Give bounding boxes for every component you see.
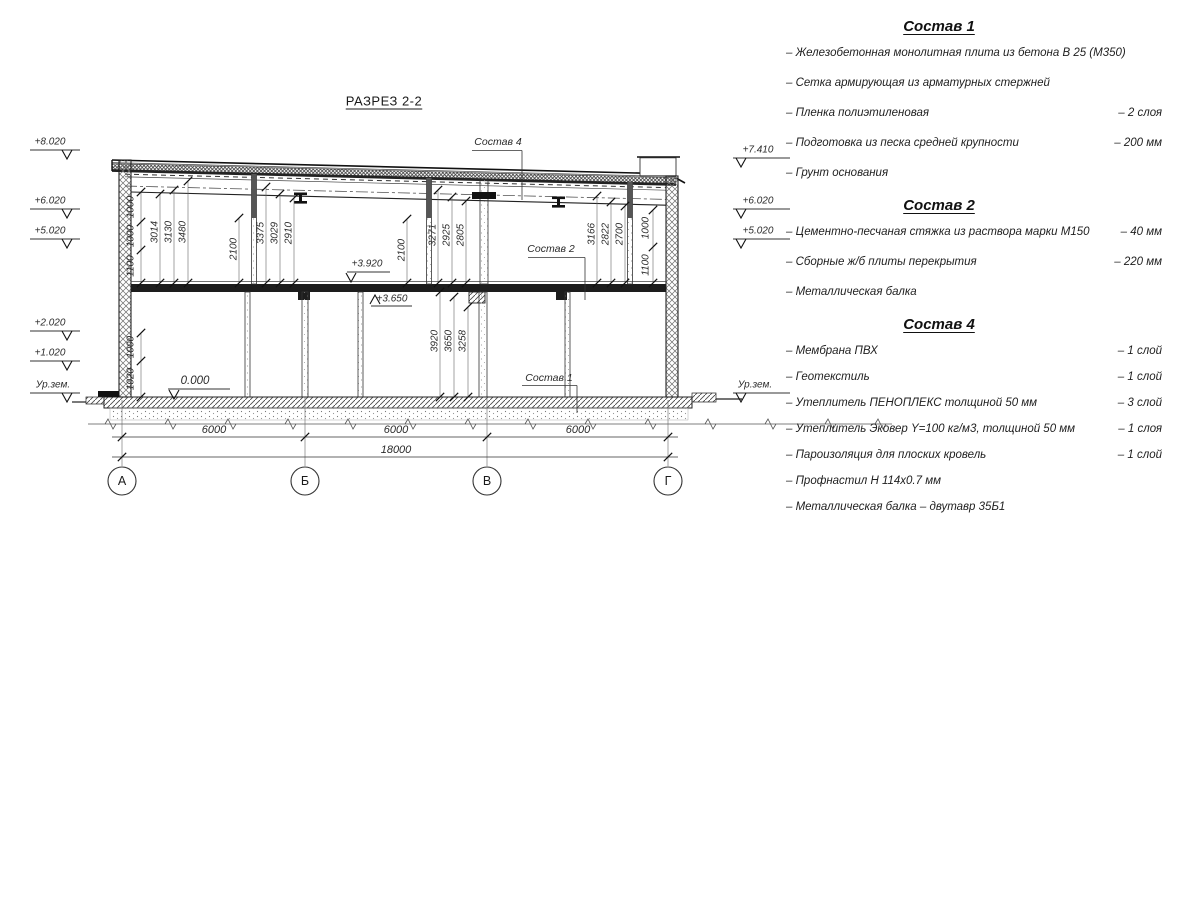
spec-row [786,499,1162,515]
spec-row [786,135,1162,151]
dim-label: 1100 [125,255,137,277]
spec-item-text: – Железобетонная монолитная плита из бетона В 25 (М350) [786,47,1126,59]
dim-label: 2910 [283,221,295,245]
dim-label: 2822 [600,222,612,246]
dim-label: 3650 [443,329,455,353]
spec-item-text: – Геотекстиль [786,371,870,383]
dim-label: 2700 [614,222,626,246]
spec-item-value: – 3 слой [1117,397,1162,409]
roof-assembly [112,160,676,205]
dim-label: 1100 [640,254,652,276]
spec-item-text: – Утеплитель Эковер Y=100 кг/м3, толщиной 50 мм [786,423,1076,435]
span-dim-label: 6000 [383,424,409,436]
dim-label: 2100 [228,237,240,261]
spec-row [786,75,1162,91]
spec-item-text: – Цементно-песчаная стяжка из раствора марки М150 [786,226,1090,238]
callout-ground: Состав 1 [525,372,573,384]
spec-row [786,421,1162,437]
callout-floor: Состав 2 [527,243,575,255]
spec-title-4: Состав 4 [903,316,975,333]
spec-row [786,369,1162,385]
dim-label: 3480 [177,220,189,244]
spec-group-2 [786,224,1162,300]
dim-label: 2100 [396,238,408,262]
axis-label-g: Г [664,474,672,488]
spec-row [786,343,1162,359]
spec-row [786,473,1162,489]
elevation-label: +5.020 [742,225,774,237]
elevation-label: +5.020 [34,225,66,237]
axis-label-a: А [117,474,127,488]
spec-row [786,395,1162,411]
dim-label: 2925 [441,223,453,247]
ground-level-label: Ур.зем. [35,379,71,391]
span-dim-label: 6000 [201,424,227,436]
spec-item-value: – 1 слой [1117,371,1162,383]
axis-label-b: Б [300,474,310,488]
dim-label: 1020 [125,367,137,391]
spec-title-1: Состав 1 [903,18,975,35]
spec-title-2: Состав 2 [903,197,975,214]
axis-label-v: В [482,474,492,488]
spec-group-4 [786,343,1162,515]
callout-roof: Состав 4 [474,136,522,148]
spec-item-text: – Пленка полиэтиленовая [786,107,930,119]
dim-label: 3029 [269,221,281,245]
elevation-flags-left [30,150,80,402]
level-label: +3.920 [351,258,383,270]
spec-row [786,45,1162,61]
columns-floor1 [245,292,573,397]
steel-beam-icon [294,193,307,204]
dim-label: 1000 [125,195,137,219]
spec-row [786,165,1162,181]
spec-panel [786,18,1162,525]
dim-label: 2805 [455,223,467,247]
spec-item-value: – 220 мм [1114,256,1162,268]
spec-row [786,224,1162,240]
elevation-label: +6.020 [34,195,66,207]
spec-item-value: – 1 слой [1117,345,1162,357]
dim-label: 3166 [586,222,598,246]
spec-item-text: – Сетка армирующая из арматурных стержней [786,77,1050,89]
drawing-title: РАЗРЕЗ 2-2 [345,93,423,109]
spec-row [786,105,1162,121]
spec-item-value: – 1 слоя [1118,423,1162,435]
spec-row [786,254,1162,270]
spec-row [786,284,1162,300]
spec-item-text: – Профнастил Н 114х0.7 мм [786,475,941,487]
spec-item-text: – Грунт основания [786,167,889,179]
dim-label: 3271 [427,223,439,247]
wall-right [666,176,678,397]
spec-item-text: – Пароизоляция для плоских кровель [786,449,987,461]
dim-label: 1000 [640,216,652,240]
spec-item-text: – Подготовка из песка средней крупности [786,137,1019,149]
elevation-label: +1.020 [34,347,66,359]
spec-item-value: – 40 мм [1120,226,1162,238]
spec-item-text: – Металлическая балка [786,286,917,298]
dim-label: 3014 [149,220,161,244]
spec-item-value: – 2 слоя [1118,107,1162,119]
spec-item-text: – Утеплитель ПЕНОПЛЕКС толщиной 50 мм [786,397,1038,409]
dim-label: 3130 [163,220,175,244]
spec-item-value: – 1 слой [1117,449,1162,461]
dim-label: 1000 [125,224,137,248]
dim-label: 3920 [429,329,441,353]
zero-level-label: 0.000 [180,375,210,387]
ground-level-label: Ур.зем. [737,379,773,391]
spec-group-1 [786,45,1162,181]
elevation-label: +6.020 [742,195,774,207]
spec-item-text: – Мембрана ПВХ [786,345,878,357]
elevation-label: +8.020 [34,136,66,148]
span-dim-label: 6000 [565,424,591,436]
dim-label: 1000 [125,335,137,359]
spec-item-text: – Металлическая балка – двутавр 35Б1 [786,501,1006,513]
exterior-walls [119,160,678,397]
dim-label: 3375 [255,221,267,245]
total-dim-label: 18000 [380,444,412,456]
elevation-label: +2.020 [34,317,66,329]
level-label: +3.650 [376,293,408,305]
dim-label: 3258 [457,329,469,353]
elevation-label: +7.410 [742,144,774,156]
spec-item-text: – Сборные ж/б плиты перекрытия [786,256,977,268]
spec-row [786,447,1162,463]
spec-item-value: – 200 мм [1114,137,1162,149]
